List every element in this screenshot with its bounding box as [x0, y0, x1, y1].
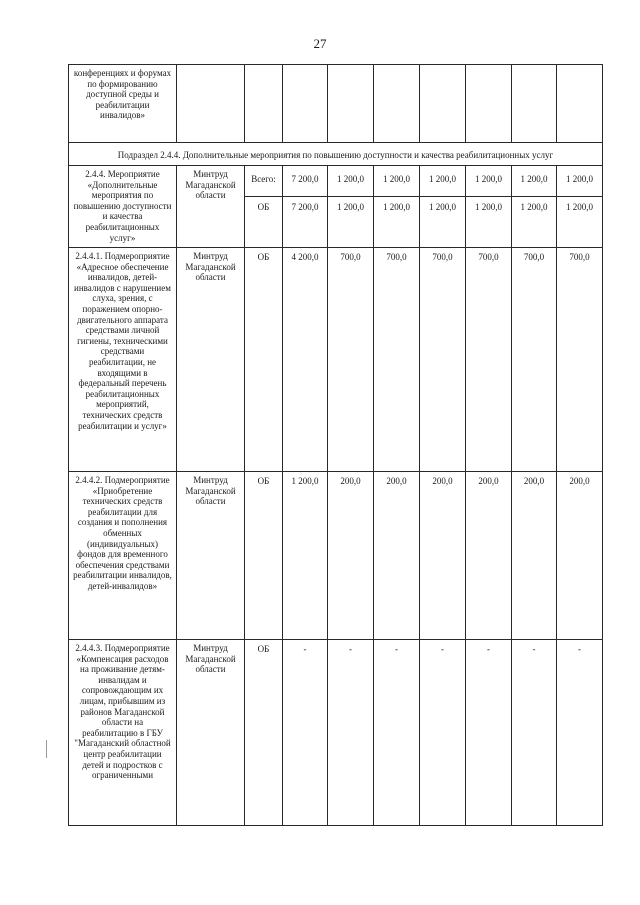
amount-total: 1 200,0	[283, 472, 328, 640]
page-number: 27	[313, 36, 327, 51]
amount-year: 700,0	[512, 248, 557, 472]
activity-name: 2.4.4.3. Подмероприятие «Компенсация расходов на проживание детям-инвалидам и сопровождающим их лицам, прибывшим из районов Магаданской области на реабилитацию в ГБУ "Магаданский областной центр реабилитации детей и подростков с ограниченными	[69, 640, 177, 826]
table-row-2-4-4-2	[69, 472, 603, 640]
amount-year: 1 200,0	[429, 174, 456, 184]
amount-year: 1 200,0	[466, 196, 511, 213]
amount-year: -	[420, 640, 466, 826]
amount-total: -	[283, 640, 328, 826]
amount-year: 700,0	[420, 248, 466, 472]
amount-year: 200,0	[512, 472, 557, 640]
amount-year: 1 200,0	[512, 196, 556, 213]
amount-year: 200,0	[328, 472, 374, 640]
table-row-continuation	[69, 65, 603, 143]
amount-total: 4 200,0	[283, 248, 328, 472]
amount-year: 700,0	[374, 248, 420, 472]
amount-year: 1 200,0	[520, 174, 548, 184]
table-row-2-4-4-3	[69, 640, 603, 826]
amount-year: 700,0	[557, 248, 603, 472]
amount-year: 1 200,0	[475, 174, 502, 184]
amount-year: 200,0	[557, 472, 603, 640]
amount-year: 1 200,0	[328, 196, 373, 213]
amount-year: 1 200,0	[420, 196, 465, 213]
amount-year: 200,0	[466, 472, 512, 640]
subsection-heading-row	[69, 143, 603, 166]
funding-source: ОБ	[245, 248, 283, 472]
amount-year: 700,0	[328, 248, 374, 472]
amount-year: -	[328, 640, 374, 826]
funding-source: ОБ	[245, 196, 282, 213]
amount-year: -	[557, 640, 603, 826]
executor: Минтруд Магаданской области	[177, 248, 245, 472]
executor: Минтруд Магаданской области	[177, 472, 245, 640]
amount-year: 1 200,0	[383, 174, 410, 184]
amount-year: -	[512, 640, 557, 826]
executor: Минтруд Магаданской области	[177, 640, 245, 826]
funding-source: ОБ	[245, 472, 283, 640]
amount-year: 200,0	[374, 472, 420, 640]
activity-name: 2.4.4.1. Подмероприятие «Адресное обеспечение инвалидов, детей-инвалидов с нарушением слуха, зрения, с поражением опорно-двигательного аппарата средствами личной гигиены, техническими средствами реабилитации, не входящими в федеральный перечень реабилитационных мероприятий, технических средств реабилитации и услуг»	[69, 248, 177, 472]
amount-year: -	[466, 640, 512, 826]
subsection-title: Подраздел 2.4.4. Дополнительные мероприятия по повышению доступности и качества реабилитационных услуг	[69, 143, 603, 166]
program-table	[68, 64, 603, 826]
amount-year: 1 200,0	[566, 174, 593, 184]
funding-source: ОБ	[245, 640, 283, 826]
activity-name: 2.4.4. Мероприятие «Дополнительные мероприятия по повышению доступности и качества реабилитационных услуг»	[69, 166, 177, 248]
funding-source: Всего:	[251, 174, 276, 184]
executor: Минтруд Магаданской области	[177, 166, 245, 248]
amount-year: 700,0	[466, 248, 512, 472]
amount-year: 200,0	[420, 472, 466, 640]
amount-total: 7 200,0	[283, 196, 327, 213]
amount-year: 1 200,0	[337, 174, 364, 184]
scan-artifact	[46, 740, 47, 758]
table-row-2-4-4	[69, 166, 603, 248]
activity-name: конференциях и форумах по формированию доступной среды и реабилитации инвалидов»	[69, 65, 177, 143]
amount-year: -	[374, 640, 420, 826]
amount-year: 1 200,0	[374, 196, 419, 213]
amount-total: 7 200,0	[291, 174, 319, 184]
table-row-2-4-4-1	[69, 248, 603, 472]
activity-name: 2.4.4.2. Подмероприятие «Приобретение технических средств реабилитации для создания и пополнения обменных (индивидуальных) фондов для временного обеспечения средствами реабилитации инвалидов, детей-инвалидов»	[69, 472, 177, 640]
amount-year: 1 200,0	[557, 196, 602, 213]
